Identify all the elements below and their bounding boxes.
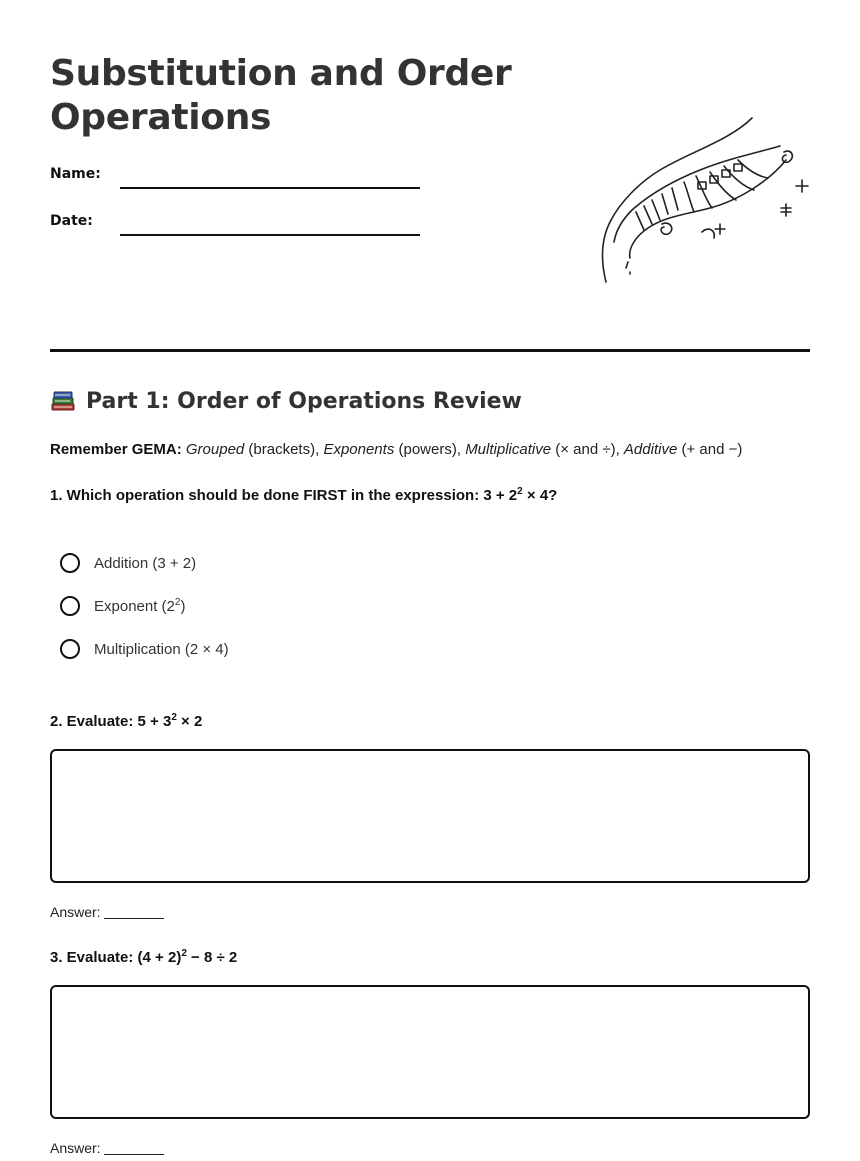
title-line-2: Operations [50,97,272,138]
quill-feather-icon [570,112,810,292]
question-1 [50,487,557,504]
q2-exponent: 2 [171,712,177,723]
part1-heading [50,388,522,414]
reminder-exponents: Exponents [323,441,395,458]
q1-option-exponent-label [94,598,185,615]
q3-exponent: 2 [181,948,187,959]
reminder-multiplicative: Multiplicative [465,441,552,458]
page-title [50,52,570,140]
title-line-1: Substitution and Order [50,53,512,94]
q3-work-area[interactable] [50,985,810,1119]
date-label: Date: [50,213,93,229]
question-2 [50,713,202,730]
q2-text: 2. Evaluate: 5 + 3 [50,713,172,730]
q2-text-end: × 2 [176,713,203,730]
question-3 [50,949,237,966]
gema-reminder [50,441,742,458]
reminder-grouped: Grouped [185,441,245,458]
q1-option-multiplication-radio[interactable] [60,639,80,659]
q1-option-addition-radio[interactable] [60,553,80,573]
q1-text: 1. Which operation should be done FIRST in the expression: 3 + 2 [50,487,518,504]
section-divider [50,349,810,352]
q1-option-multiplication-label: Multiplication (2 × 4) [94,640,229,658]
date-field[interactable] [120,234,420,236]
q1-option-addition-label: Addition (3 + 2) [94,554,197,572]
reminder-additive: Additive [623,441,678,458]
q1-option-exponent-sup: 2 [174,596,181,608]
name-label: Name: [50,166,101,182]
reminder-exponents-note: (powers), [394,441,466,458]
reminder-grouped-note: (brackets), [244,441,324,458]
q3-text: 3. Evaluate: (4 + 2) [50,949,182,966]
q2-answer [50,904,164,920]
q2-answer-field[interactable] [104,918,164,919]
q1-option-exponent-text: Exponent (2 [94,597,175,615]
q1-option-exponent[interactable] [60,596,185,616]
q2-answer-label: Answer: [50,904,101,920]
name-field[interactable] [120,187,420,189]
q1-option-addition[interactable] [60,553,196,573]
q1-text-end: × 4? [522,487,558,504]
books-icon [50,388,76,414]
q1-option-multiplication[interactable] [60,639,229,659]
q3-answer-label: Answer: [50,1140,101,1156]
q3-answer-field[interactable] [104,1154,164,1155]
reminder-lead: Remember GEMA: [50,441,182,458]
q1-option-exponent-radio[interactable] [60,596,80,616]
reminder-additive-note: (+ and −) [677,441,743,458]
q3-answer [50,1140,164,1156]
part1-heading-text: Part 1: Order of Operations Review [86,388,522,414]
q1-exponent: 2 [517,486,523,497]
q2-work-area[interactable] [50,749,810,883]
reminder-multiplicative-note: (× and ÷), [551,441,624,458]
q1-option-exponent-close: ) [180,597,186,615]
q3-text-end: − 8 ÷ 2 [186,949,238,966]
